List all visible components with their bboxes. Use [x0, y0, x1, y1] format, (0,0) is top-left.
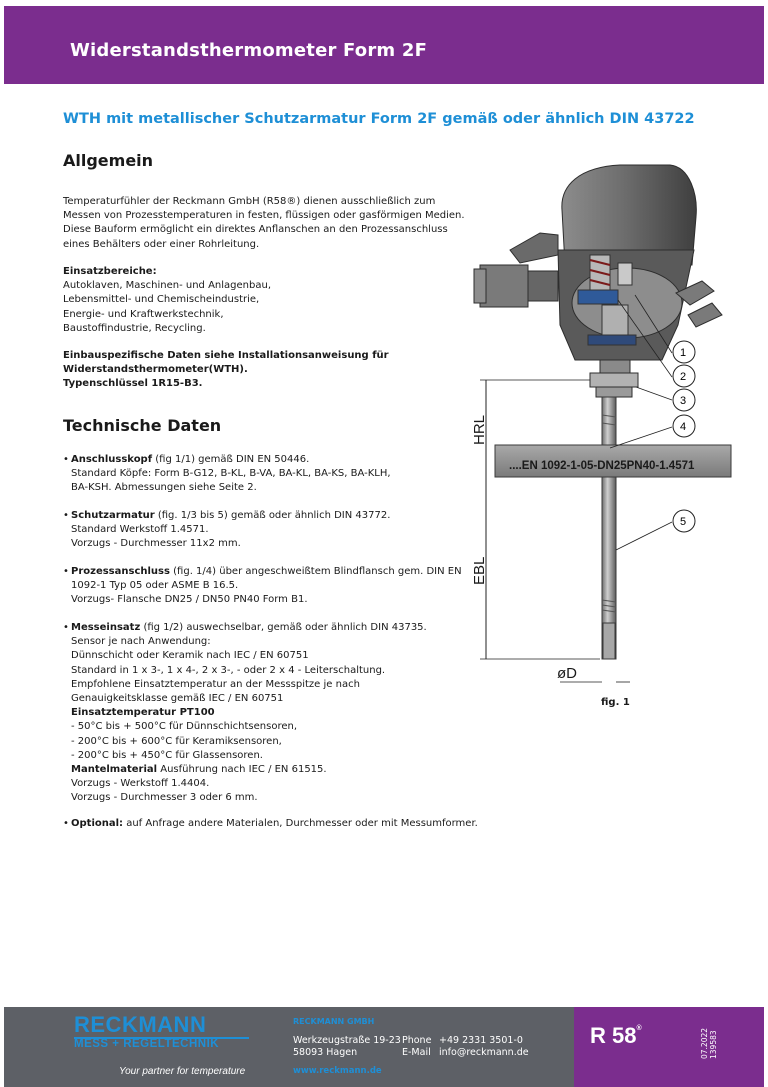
text-line: Vorzugs - Durchmesser 3 oder 6 mm. [71, 792, 258, 804]
text-line: Typenschlüssel 1R15-B3. [63, 378, 203, 390]
temp-heading: Einsatztemperatur PT100 [71, 707, 215, 719]
company-logo: RECKMANN [74, 1012, 207, 1037]
text-line: 1092-1 Typ 05 oder ASME B 16.5. [71, 580, 239, 592]
footer-company-name: RECKMANN GMBH [293, 1017, 375, 1026]
callout-number: 4 [680, 421, 687, 433]
callout-number: 5 [680, 516, 687, 528]
text-line: Standard in 1 x 3-, 1 x 4-, 2 x 3-, - oder 2 x 4 - Leiterschaltung. [71, 664, 386, 676]
text-line: Energie- und Kraftwerkstechnik, [63, 308, 224, 320]
install-note [63, 349, 389, 392]
callout-number: 1 [680, 347, 687, 359]
brand-mark [590, 1023, 642, 1049]
bullet-label: Optional: [71, 818, 124, 829]
text-line: Genauigkeitsklasse gemäß IEC / EN 60751 [71, 693, 284, 705]
bullet-text: (fig 1/2) auswechselbar, gemäß oder ähnlich DIN 43735. [140, 622, 427, 633]
footer-address [293, 1035, 401, 1059]
text-line: - 200°C bis + 600°C für Keramiksensoren, [71, 735, 282, 747]
cable-gland [480, 265, 528, 307]
text-line: Messen von Prozesstemperaturen in festen, flüssigen oder gasförmigen Medien. [63, 210, 465, 222]
mantle-text: Ausführung nach IEC / EN 61515. [157, 764, 327, 776]
address-city: 58093 Hagen [293, 1047, 358, 1058]
text-line: Standard Werkstoff 1.4571. [71, 524, 209, 536]
text-line: Empfohlene Einsatztemperatur an der Messspitze je nach [71, 678, 360, 690]
text-line: Widerstandsthermometer(WTH). [63, 364, 248, 376]
bullet-text: (fig 1/1) gemäß DIN EN 50446. [152, 454, 310, 465]
text-line: Vorzugs - Werkstoff 1.4404. [71, 778, 210, 790]
phone-number: +49 2331 3501-0 [439, 1035, 523, 1046]
text-line: Autoklaven, Maschinen- und Anlagenbau, [63, 280, 271, 292]
text-line: Standard Köpfe: Form B-G12, B-KL, B-VA, BA-KL, BA-KS, BA-KLH, [71, 468, 391, 480]
protection-tube [602, 397, 616, 659]
logo-subtitle: MESS + REGELTECHNIK [74, 1038, 220, 1050]
bullet-process-connection: • Prozessanschluss (fig. 1/4) über angeschweißtem Blindflansch gem. DIN EN 1092-1 Typ 05 oder ASME B 16.5. Vorzugs- Flansche DN25 / DN50 PN40 Form B1. [63, 565, 462, 608]
callout-number: 3 [680, 395, 687, 407]
flange-designation: ....EN 1092-1-05-DN25PN40-1.4571 [509, 460, 695, 472]
bullet-text: auf Anfrage andere Materialen, Durchmesser oder mit Messumformer. [123, 818, 478, 829]
footer-website[interactable]: www.reckmann.de [293, 1066, 382, 1076]
text-line: Lebensmittel- und Chemischeindustrie, [63, 294, 260, 306]
brand-block [574, 1007, 764, 1087]
document-number: 139583 [709, 1030, 718, 1059]
text-line: Sensor je nach Anwendung: [71, 636, 211, 648]
bullet-measuring-insert: • Messeinsatz (fig 1/2) auswechselbar, gemäß oder ähnlich DIN 43735. Sensor je nach Anwendung: Dünnschicht oder Keramik nach IEC / EN 60751 Standard in 1 x 3-, 1 x 4-, 2 x 3-, - oder 2 x 4 - Leiterschaltung. Empfohlene Einsatztemperatur an der Messspitze je nach Genauigkeitsklasse gemäß IEC / EN 60751 Einsatztemperatur PT100 - 50°C bis + 500°C für Dünnschichtsensoren, - 200°C bis + 600°C für Keramiksensoren, - 200°C bis + 450°C für Glassensoren. Mantelmaterial Ausführung nach IEC / EN 61515. Vorzugs - Werkstoff 1.4404. Vorzugs - Durchmesser 3 oder 6 mm. [63, 621, 427, 806]
text-line: - 50°C bis + 500°C für Dünnschichtsensoren, [71, 721, 298, 733]
text-line: - 200°C bis + 450°C für Glassensoren. [71, 749, 263, 761]
page-header-banner [4, 6, 764, 84]
document-revision [700, 1028, 718, 1059]
footer-contact-labels [402, 1035, 431, 1059]
bullet-connection-head: • Anschlusskopf (fig 1/1) gemäß DIN EN 50446. Standard Köpfe: Form B-G12, B-KL, B-VA, BA-KL, BA-KS, BA-KLH, BA-KSH. Abmessungen siehe Seite 2. [63, 453, 391, 496]
text-line: Einbauspezifische Daten siehe Installationsanweisung für [63, 350, 389, 361]
registered-mark: ® [636, 1025, 642, 1032]
text-line: Baustoffindustrie, Recycling. [63, 322, 206, 334]
email-address[interactable]: info@reckmann.de [439, 1047, 529, 1058]
section-heading-tech: Technische Daten [63, 416, 222, 435]
bullet-label: Anschlusskopf [71, 454, 153, 465]
page-footer [4, 1007, 764, 1087]
text-line: Diese Bauform ermöglicht ein direktes Anflanschen an den Prozessanschluss [63, 224, 448, 236]
callout-number: 2 [680, 371, 687, 383]
section-heading-general: Allgemein [63, 151, 154, 170]
bullet-label: Messeinsatz [71, 622, 141, 633]
bullet-optional: • Optional: auf Anfrage andere Materialen, Durchmesser oder mit Messumformer. [63, 818, 478, 829]
page-title: Widerstandsthermometer Form 2F [70, 40, 428, 61]
figure-caption: fig. 1 [601, 697, 630, 708]
bullet-label: Schutzarmatur [71, 510, 155, 521]
brand-text: R 58 [590, 1023, 637, 1048]
phone-label: Phone [402, 1035, 432, 1046]
document-subtitle: WTH mit metallischer Schutzarmatur Form 2F gemäß oder ähnlich DIN 43722 [63, 111, 695, 127]
address-street: Werkzeugstraße 19-23 [293, 1035, 401, 1046]
diameter-label: øD [557, 665, 577, 682]
text-line: BA-KSH. Abmessungen siehe Seite 2. [71, 482, 257, 494]
text-line: eines Behälters oder einer Rohrleitung. [63, 238, 260, 250]
revision-date: 07.2022 [700, 1027, 709, 1059]
text-line: Vorzugs- Flansche DN25 / DN50 PN40 Form B1. [71, 594, 308, 606]
text-line: Temperaturfühler der Reckmann GmbH (R58®) dienen ausschließlich zum [63, 196, 436, 207]
text-line: Dünnschicht oder Keramik nach IEC / EN 60751 [71, 650, 309, 662]
application-areas [63, 265, 271, 336]
text-line: Vorzugs - Durchmesser 11x2 mm. [71, 538, 241, 550]
bullet-label: Prozessanschluss [71, 566, 170, 577]
email-label: E-Mail [402, 1047, 431, 1058]
footer-contact-values [439, 1035, 529, 1059]
bullet-protection-fitting: • Schutzarmatur (fig. 1/3 bis 5) gemäß oder ähnlich DIN 43772. Standard Werkstoff 1.4571. Vorzugs - Durchmesser 11x2 mm. [63, 509, 390, 552]
thermometer-figure [440, 155, 760, 715]
thermometer-drawing [440, 155, 760, 715]
bullet-text: (fig. 1/3 bis 5) gemäß oder ähnlich DIN 43772. [154, 510, 391, 521]
bullet-text: (fig. 1/4) über angeschweißtem Blindflansch gem. DIN EN [169, 566, 462, 577]
general-paragraph [63, 195, 465, 252]
company-tagline: Your partner for temperature [119, 1066, 246, 1077]
mantle-label: Mantelmaterial [71, 764, 158, 776]
ebl-label: EBL [471, 556, 488, 585]
hrl-label: HRL [471, 414, 488, 445]
areas-heading: Einsatzbereiche: [63, 266, 157, 277]
